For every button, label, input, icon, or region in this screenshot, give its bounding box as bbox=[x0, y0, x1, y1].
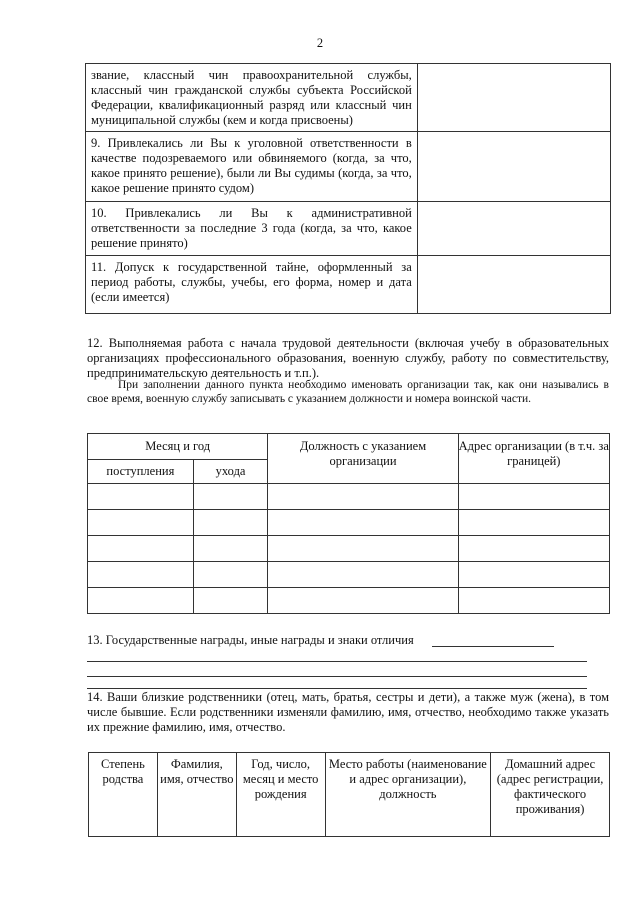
question-row bbox=[86, 256, 611, 314]
awards-line[interactable] bbox=[432, 646, 554, 647]
question-text: звание, классный чин правоохранительной службы, классный чин гражданской службы субъекта Российской Федерации, квалификационный разряд или классный чин муниципальной службы (кем и когда присвоены) bbox=[86, 64, 418, 132]
table-row bbox=[88, 510, 610, 536]
awards-line[interactable] bbox=[87, 676, 587, 677]
address-cell[interactable] bbox=[458, 562, 609, 588]
relatives-table bbox=[88, 752, 610, 837]
address-cell[interactable] bbox=[458, 510, 609, 536]
section-14-text: 14. Ваши близкие родственники (отец, мать, братья, сестры и дети), а также муж (жена), в том числе бывшие. Если родственники изменяли фамилию, имя, отчество, необходимо также указать их прежние фамилию, имя, отчество. bbox=[87, 690, 609, 734]
start-cell[interactable] bbox=[88, 588, 194, 614]
awards-line[interactable] bbox=[87, 688, 587, 689]
section-12-text: 12. Выполняемая работа с начала трудовой деятельности (включая учебу в образовательных организациях профессионального образования, военную службу, работу по совместительству, предпринимательскую деятельность и т.п.). bbox=[87, 336, 609, 380]
end-cell[interactable] bbox=[193, 562, 268, 588]
position-cell[interactable] bbox=[268, 588, 458, 614]
work-history-table bbox=[87, 433, 610, 614]
degree-header: Степень родства bbox=[89, 753, 158, 837]
address-cell[interactable] bbox=[458, 536, 609, 562]
name-header: Фамилия, имя, отчество bbox=[157, 753, 236, 837]
position-cell[interactable] bbox=[268, 562, 458, 588]
questions-table bbox=[85, 63, 611, 314]
home-header: Домашний адрес (адрес регистрации, фактического проживания) bbox=[491, 753, 610, 837]
answer-cell[interactable] bbox=[417, 202, 610, 256]
position-cell[interactable] bbox=[268, 536, 458, 562]
end-header: ухода bbox=[193, 460, 268, 484]
position-cell[interactable] bbox=[268, 484, 458, 510]
question-row bbox=[86, 64, 611, 132]
position-cell[interactable] bbox=[268, 510, 458, 536]
question-text: 10. Привлекались ли Вы к административной ответственности за последние 3 года (когда, за что, какое решение принято) bbox=[86, 202, 418, 256]
address-header: Адрес организации (в т.ч. за границей) bbox=[458, 434, 609, 484]
address-cell[interactable] bbox=[458, 588, 609, 614]
start-header: поступления bbox=[88, 460, 194, 484]
position-header: Должность с указанием организации bbox=[268, 434, 458, 484]
answer-cell[interactable] bbox=[417, 64, 610, 132]
start-cell[interactable] bbox=[88, 562, 194, 588]
table-row bbox=[88, 588, 610, 614]
question-row bbox=[86, 202, 611, 256]
table-row bbox=[89, 753, 610, 837]
end-cell[interactable] bbox=[193, 510, 268, 536]
page-number: 2 bbox=[316, 36, 324, 50]
end-cell[interactable] bbox=[193, 536, 268, 562]
start-cell[interactable] bbox=[88, 510, 194, 536]
awards-line[interactable] bbox=[87, 661, 587, 662]
birth-header: Год, число, месяц и место рождения bbox=[236, 753, 325, 837]
table-row bbox=[88, 562, 610, 588]
address-cell[interactable] bbox=[458, 484, 609, 510]
work-header: Место работы (наименование и адрес организации), должность bbox=[325, 753, 491, 837]
question-text: 11. Допуск к государственной тайне, оформленный за период работы, службы, учебы, его форма, номер и дата (если имеется) bbox=[86, 256, 418, 314]
answer-cell[interactable] bbox=[417, 132, 610, 202]
end-cell[interactable] bbox=[193, 588, 268, 614]
section-13-text: 13. Государственные награды, иные награды и знаки отличия bbox=[87, 633, 414, 647]
answer-cell[interactable] bbox=[417, 256, 610, 314]
question-row bbox=[86, 132, 611, 202]
start-cell[interactable] bbox=[88, 536, 194, 562]
question-text: 9. Привлекались ли Вы к уголовной ответственности в качестве подозреваемого или обвиняемого (когда, за что, какое принято решение), были ли Вы судимы (когда, за что, какое решение принято судом) bbox=[86, 132, 418, 202]
end-cell[interactable] bbox=[193, 484, 268, 510]
table-row bbox=[88, 484, 610, 510]
start-cell[interactable] bbox=[88, 484, 194, 510]
month-year-header: Месяц и год bbox=[88, 434, 268, 460]
section-12-note: При заполнении данного пункта необходимо именовать организации так, как они назывались в свое время, военную службу записывать с указанием должности и номера воинской части. bbox=[87, 379, 609, 405]
table-row bbox=[88, 536, 610, 562]
